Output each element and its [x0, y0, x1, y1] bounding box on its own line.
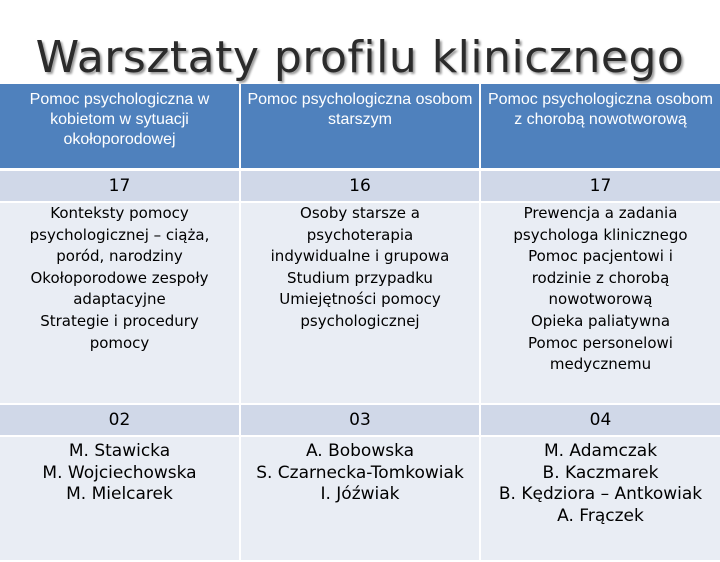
- topic-line: Strategie i procedury: [40, 311, 199, 330]
- count-cell: 16: [240, 170, 480, 203]
- page-title: Warsztaty profilu klinicznego: [35, 32, 685, 83]
- person-name: M. Wojciechowska: [42, 462, 197, 483]
- topic-line: pomocy: [89, 333, 150, 352]
- topic-line: Okołoporodowe zespoły: [30, 268, 209, 287]
- topic-line: Pomoc personelowi: [528, 333, 673, 352]
- table-row-codes: [0, 404, 720, 436]
- topic-line: psychologicznej: [300, 311, 420, 330]
- person-name: M. Adamczak: [543, 441, 658, 461]
- topics-cell-elderly: [240, 202, 480, 404]
- header-cell-elderly: Pomoc psychologiczna osobom starszym: [240, 84, 480, 170]
- table-header-row: [0, 84, 720, 170]
- workshops-table: [0, 84, 720, 562]
- topic-line: indywidualne i grupowa: [270, 247, 450, 266]
- topic-line: poród, narodziny: [56, 247, 183, 266]
- person-name: A. Frączek: [557, 505, 644, 526]
- code-cell: 04: [480, 404, 720, 436]
- topic-line: rodzinie z chorobą: [531, 268, 670, 287]
- topics-cell-perinatal: [0, 202, 240, 404]
- header-cell-perinatal: Pomoc psychologiczna w kobietom w sytuacji okołoporodowej: [0, 84, 240, 170]
- topic-line: Opieka paliatywna: [530, 311, 671, 330]
- person-name: A. Bobowska: [305, 441, 415, 461]
- topic-line: Konteksty pomocy: [50, 204, 189, 222]
- topic-line: psychologicznej – ciąża,: [29, 225, 210, 244]
- person-name: B. Kędziora – Antkowiak: [498, 484, 703, 505]
- topic-line: Prewencja a zadania: [523, 204, 678, 222]
- person-name: M. Stawicka: [68, 441, 171, 461]
- count-cell: 17: [0, 170, 240, 203]
- topic-line: Pomoc pacjentowi i: [528, 247, 673, 266]
- topic-line: psychologa klinicznego: [513, 225, 688, 244]
- header-cell-oncology: Pomoc psychologiczna osobom z chorobą nowotworową: [480, 84, 720, 170]
- person-name: B. Kaczmarek: [542, 462, 659, 483]
- person-name: M. Mielcarek: [66, 484, 173, 505]
- topic-line: Studium przypadku: [287, 268, 433, 287]
- table-row-counts: [0, 170, 720, 203]
- topic-line: Umiejętności pomocy: [279, 290, 441, 309]
- table-row-topics: [0, 202, 720, 404]
- count-cell: 17: [480, 170, 720, 203]
- code-cell: 03: [240, 404, 480, 436]
- people-cell-oncology: [480, 436, 720, 561]
- topics-cell-oncology: [480, 202, 720, 404]
- people-cell-perinatal: [0, 436, 240, 561]
- topic-line: medycznemu: [549, 355, 652, 374]
- topic-line: psychoterapia: [306, 225, 414, 244]
- person-name: I. Jóźwiak: [320, 484, 400, 505]
- topic-line: Osoby starsze a: [300, 204, 420, 222]
- code-cell: 02: [0, 404, 240, 436]
- table-row-people: [0, 436, 720, 561]
- person-name: S. Czarnecka-Tomkowiak: [256, 462, 464, 483]
- topic-line: nowotworową: [548, 290, 653, 309]
- people-cell-elderly: [240, 436, 480, 561]
- topic-line: adaptacyjne: [73, 290, 166, 309]
